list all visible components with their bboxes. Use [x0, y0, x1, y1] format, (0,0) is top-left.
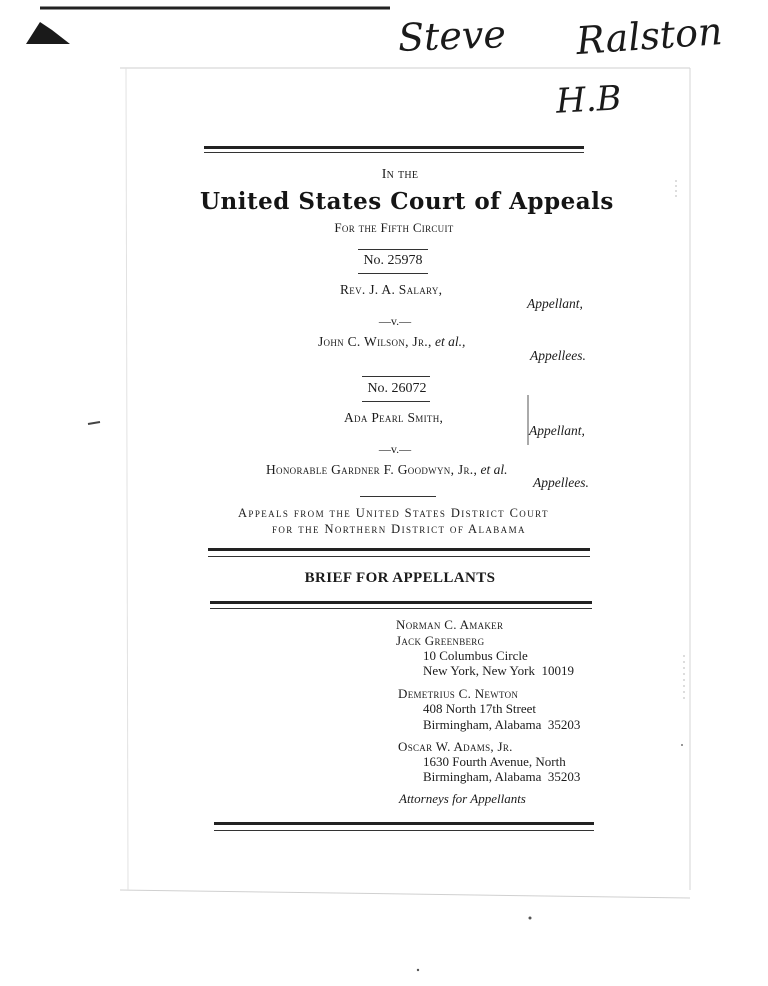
case2-rule-top	[362, 376, 430, 377]
case1-appellant-name: Rev. J. A. Salary,	[340, 282, 443, 297]
attorney-greenberg: Jack Greenberg	[396, 633, 485, 648]
brief-rule-top	[208, 548, 590, 551]
case1-number: No. 25978	[363, 253, 423, 268]
group1-address1: 10 Columbus Circle	[423, 648, 528, 663]
case2-number: No. 26072	[367, 381, 427, 396]
case1-appellee-etal: et al.,	[435, 334, 466, 349]
group1-address2: New York, New York 10019	[423, 663, 574, 678]
circuit-label: For the Fifth Circuit	[334, 220, 454, 235]
case2-appellee-name: Honorable Gardner F. Goodwyn, Jr.,	[266, 462, 478, 477]
case2-appellee-line	[266, 462, 508, 478]
brief-title: BRIEF FOR APPELLANTS	[304, 570, 496, 586]
case1-versus: —v.—	[378, 314, 412, 328]
case2-appellee-etal: et al.	[480, 462, 508, 477]
attorney-adams: Oscar W. Adams, Jr.	[398, 739, 513, 754]
top-rule-thin	[204, 152, 584, 153]
torn-corner-mark	[26, 22, 70, 44]
attorneys-footer: Attorneys for Appellants	[399, 791, 526, 806]
handwritten-name-last: Ralston	[574, 8, 724, 64]
group2-address1: 408 North 17th Street	[423, 701, 537, 716]
brief-rule-bottom	[210, 601, 592, 604]
handwritten-initials: H.B	[554, 78, 623, 122]
group3-address2: Birmingham, Alabama 35203	[423, 769, 581, 784]
group2-address2: Birmingham, Alabama 35203	[423, 717, 581, 732]
case1-rule-bottom	[358, 273, 428, 274]
appeals-line2: for the Northern District of Alabama	[272, 522, 526, 536]
attorney-newton: Demetrius C. Newton	[398, 686, 519, 701]
case1-appellant-role: Appellant,	[527, 296, 583, 311]
case2-versus: —v.—	[378, 442, 412, 456]
brief-rule-top-thin	[208, 556, 590, 557]
group3-address1: 1630 Fourth Avenue, North	[423, 754, 566, 769]
case1-appellee-role: Appellees.	[530, 348, 586, 363]
case2-appellee-role: Appellees.	[533, 475, 589, 490]
court-name: United States Court of Appeals	[200, 188, 614, 215]
appeals-line1: Appeals from the United States District Court	[238, 506, 549, 520]
appeals-rule	[360, 496, 436, 497]
handwritten-name-first: Steve	[397, 12, 507, 60]
brief-rule-bottom-thin	[210, 608, 592, 609]
bottom-rule-thin	[214, 830, 594, 831]
case1-appellee-line	[318, 334, 465, 350]
bottom-rule	[214, 822, 594, 825]
case2-appellant-name: Ada Pearl Smith,	[344, 410, 444, 425]
case2-rule-bottom	[362, 401, 430, 402]
in-the-label: In the	[381, 167, 419, 182]
case2-appellant-role: Appellant,	[529, 423, 585, 438]
case1-appellee-name: John C. Wilson, Jr.,	[318, 334, 432, 349]
case1-rule-top	[358, 249, 428, 250]
attorney-amaker: Norman C. Amaker	[396, 617, 504, 632]
top-rule	[204, 146, 584, 149]
